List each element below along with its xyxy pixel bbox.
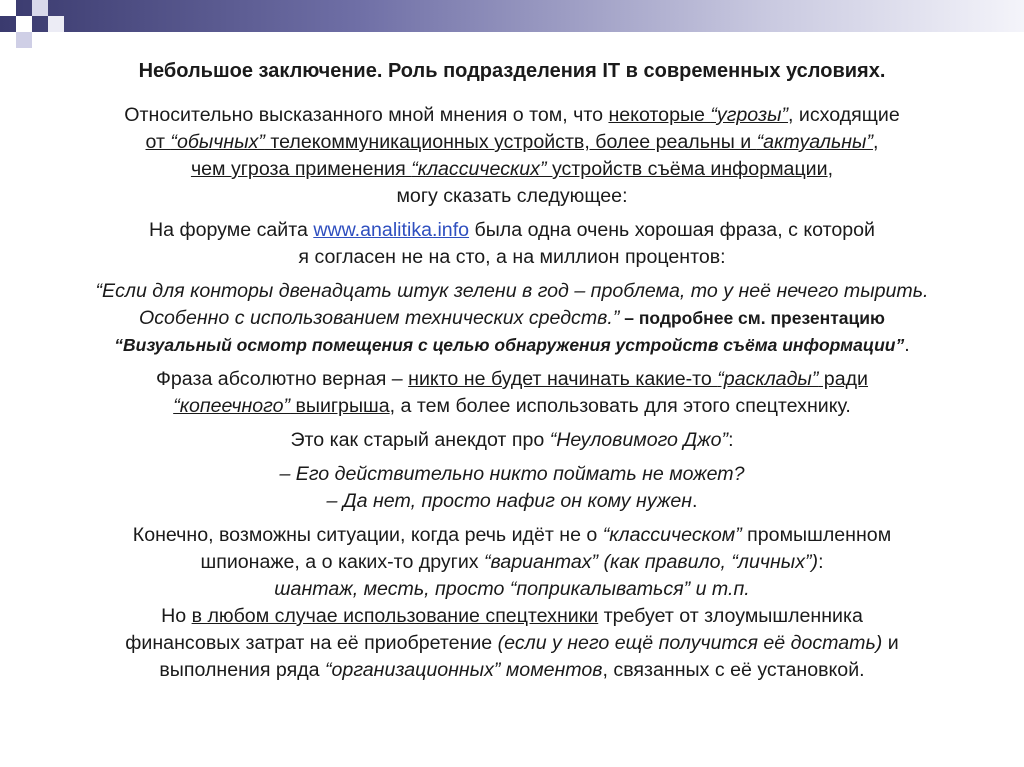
text: выигрыша bbox=[290, 395, 390, 417]
text: “классическом” bbox=[602, 524, 742, 546]
text: от bbox=[145, 131, 171, 153]
text bbox=[173, 395, 389, 417]
paragraph-opinion bbox=[20, 102, 1004, 210]
decorative-square bbox=[32, 32, 48, 48]
text: финансовых затрат на её приобретение bbox=[125, 632, 498, 654]
text: в любом случае использование спецтехники bbox=[191, 605, 599, 627]
decorative-square bbox=[0, 32, 16, 48]
text: я согласен не на сто, а на миллион процентов: bbox=[298, 246, 726, 268]
text: “вариантах” (как правило, “личных”) bbox=[484, 551, 819, 573]
text bbox=[146, 131, 873, 153]
text: , bbox=[873, 131, 879, 153]
text: “организационных” моментов bbox=[325, 659, 603, 681]
text bbox=[408, 368, 868, 390]
text: требует от злоумышленника bbox=[598, 605, 863, 627]
text: : bbox=[728, 429, 734, 451]
text: телекоммуникационных устройств, более реальны и bbox=[264, 131, 757, 153]
text: шантаж, месть, просто “поприкалываться” и т.п. bbox=[274, 578, 750, 600]
text: – Его действительно никто поймать не может? bbox=[279, 463, 745, 485]
text: выполнения ряда bbox=[159, 659, 325, 681]
paragraph-conclusion bbox=[20, 522, 1004, 684]
paragraph-dialogue bbox=[20, 461, 1004, 515]
quote-text: “Если для конторы двенадцать штук зелени в год – проблема, то у неё нечего тырить. bbox=[95, 280, 929, 302]
text: – подробнее см. презентацию bbox=[619, 308, 885, 328]
text: На форуме сайта bbox=[149, 219, 314, 241]
text: некоторые bbox=[608, 104, 711, 126]
text: – Да нет, просто нафиг он кому нужен bbox=[326, 490, 693, 512]
text: (если у него ещё получится её достать) bbox=[497, 632, 883, 654]
text: , связанных с её установкой. bbox=[602, 659, 865, 681]
text: Фраза абсолютно верная – bbox=[156, 368, 409, 390]
text: Относительно высказанного мной мнения о том, что bbox=[124, 104, 609, 126]
paragraph-forum bbox=[20, 217, 1004, 271]
text: промышленном bbox=[741, 524, 892, 546]
text: , bbox=[827, 158, 834, 180]
text: устройств съёма информации bbox=[546, 158, 828, 180]
text: “расклады” bbox=[717, 368, 819, 390]
text: “Неуловимого Джо” bbox=[549, 429, 729, 451]
slide-title: Небольшое заключение. Роль подразделения IT в современных условиях. bbox=[138, 60, 886, 82]
decorative-square bbox=[48, 16, 64, 32]
text bbox=[191, 158, 828, 180]
text: чем угроза применения bbox=[190, 158, 412, 180]
text bbox=[608, 104, 788, 126]
decorative-square bbox=[16, 32, 32, 48]
text: была одна очень хорошая фраза, с которой bbox=[469, 219, 875, 241]
text: “обычных” bbox=[170, 131, 265, 153]
text: , исходящие bbox=[788, 104, 900, 126]
decorative-square bbox=[32, 0, 48, 16]
text: , а тем более использовать для этого спецтехнику. bbox=[389, 395, 851, 417]
paragraph-phrase bbox=[20, 366, 1004, 420]
paragraph-anecdote bbox=[20, 427, 1004, 454]
presentation-reference: “Визуальный осмотр помещения с целью обнаружения устройств съёма информации” bbox=[114, 335, 905, 355]
header-bar bbox=[0, 0, 1024, 32]
text: . bbox=[692, 490, 698, 512]
text: . bbox=[904, 334, 910, 356]
text: никто не будет начинать какие-то bbox=[408, 368, 718, 390]
text: шпионаже, а о каких-то других bbox=[200, 551, 485, 573]
text: ради bbox=[818, 368, 868, 390]
text: “угрозы” bbox=[710, 104, 789, 126]
text: могу сказать следующее: bbox=[396, 185, 628, 207]
text: Но bbox=[161, 605, 192, 627]
text: “актуальны” bbox=[756, 131, 873, 153]
text: Конечно, возможны ситуации, когда речь идёт не о bbox=[132, 524, 603, 546]
text: : bbox=[818, 551, 824, 573]
slide-body bbox=[20, 102, 1004, 684]
text: “классических” bbox=[411, 158, 547, 180]
text: и bbox=[882, 632, 899, 654]
text: “копеечного” bbox=[173, 395, 291, 417]
decorative-square bbox=[0, 0, 16, 16]
quote-text: Особенно с использованием технических средств.” bbox=[139, 307, 620, 329]
decorative-square bbox=[16, 16, 32, 32]
paragraph-quote bbox=[20, 278, 1004, 359]
text: Это как старый анекдот про bbox=[290, 429, 550, 451]
analitika-link[interactable]: www.analitika.info bbox=[313, 219, 470, 241]
